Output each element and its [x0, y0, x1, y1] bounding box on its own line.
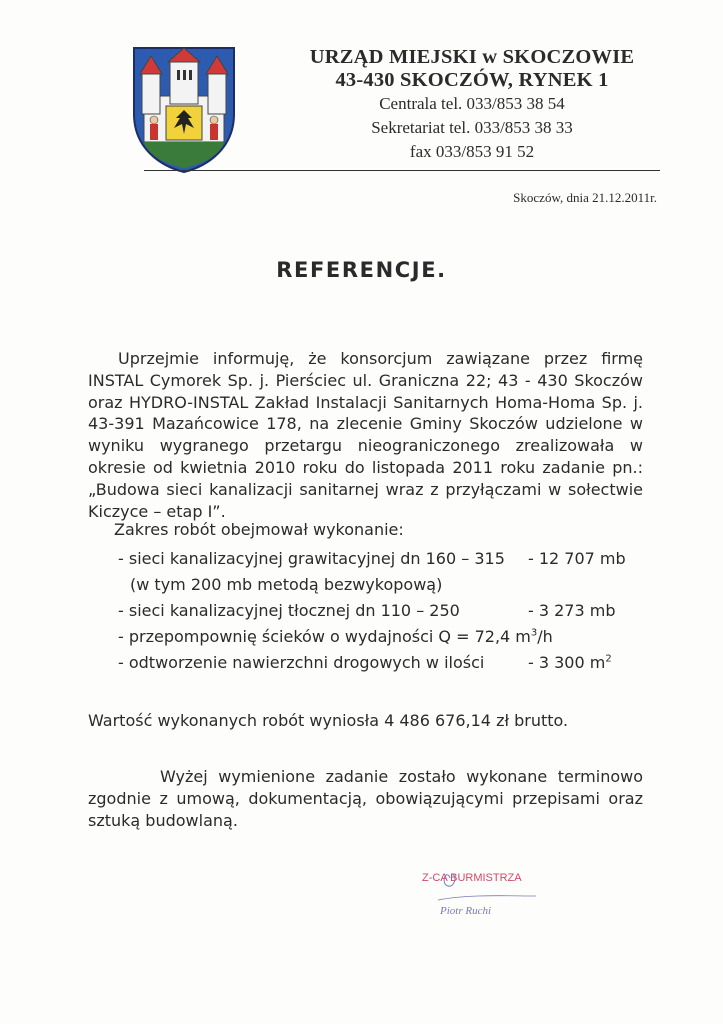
header-divider: [144, 170, 660, 171]
fax-number: fax 033/853 91 52: [409, 142, 535, 161]
superscript: 2: [605, 653, 612, 665]
value-statement: Wartość wykonanych robót wyniosła 4 486 676,14 zł brutto.: [88, 711, 569, 730]
list-item-label-composite: [118, 624, 553, 650]
stamp-name: Piotr Ruchi: [440, 905, 492, 917]
list-item-label-tail: /h: [537, 627, 553, 646]
list-item: [118, 650, 638, 676]
list-item-value: [528, 650, 638, 676]
list-item-label: - przepompownię ścieków o wydajności Q = 72,4 m: [118, 627, 531, 646]
list-item: [118, 546, 638, 572]
coat-of-arms-logo: [130, 44, 238, 174]
superscript: 3: [530, 627, 538, 639]
list-item-label: (w tym 200 mb metodą bezwykopową): [130, 575, 443, 594]
intro-paragraph: Uprzejmie informuję, że konsorcjum zawiązane przez firmę INSTAL Cymorek Sp. j. Pierściec ul. Graniczna 22; 43 - 430 Skoczów oraz HYDRO-INSTAL Zakład Instalacji Sanitarnych Homa-Homa Sp. j. 43-391 Mazańcowice 178, na zlecenie Gminy Skoczów udzielone w wyniku wygranego przetargu nieograniczonego zrealizowała w okresie od kwietnia 2010 roku do listopada 2011 roku zadanie pn.: „Budowa sieci kanalizacji sanitarnej wraz z przyłączami w sołectwie Kiczyce – etap I”.: [88, 349, 643, 521]
office-name: URZĄD MIEJSKI w SKOCZOWIE: [309, 46, 635, 68]
list-item-label: - sieci kanalizacyjnej grawitacyjnej dn 160 – 315: [118, 549, 505, 568]
signature-stamp: [418, 866, 558, 926]
list-item-label: - sieci kanalizacyjnej tłocznej dn 110 – 250: [118, 601, 460, 620]
office-address: 43-430 SKOCZÓW, RYNEK 1: [335, 69, 609, 91]
date-line: Skoczów, dnia 21.12.2011r.: [513, 190, 657, 205]
list-item-value: - 12 707 mb: [528, 549, 626, 568]
scope-intro: Zakres robót obejmował wykonanie:: [114, 520, 404, 539]
list-item-value: - 3 273 mb: [528, 601, 616, 620]
scope-list: [118, 546, 638, 676]
list-item-label: - odtworzenie nawierzchni drogowych w ilości: [118, 653, 485, 672]
phone-main: Centrala tel. 033/853 38 54: [379, 94, 565, 113]
list-item: [118, 572, 638, 598]
letterhead: [272, 46, 672, 164]
list-item: [118, 624, 638, 650]
list-item: [118, 598, 638, 624]
document-title: REFERENCJE.: [276, 258, 447, 282]
closing-paragraph: Wyżej wymienione zadanie zostało wykonane terminowo zgodnie z umową, dokumentacją, obowiązującymi przepisami oraz sztuką budowlaną.: [88, 767, 643, 830]
phone-secretariat: Sekretariat tel. 033/853 38 33: [371, 118, 573, 137]
stamp-role: Z-CA BURMISTRZA: [422, 872, 522, 884]
list-item-value-text: - 3 300 m: [528, 653, 606, 672]
